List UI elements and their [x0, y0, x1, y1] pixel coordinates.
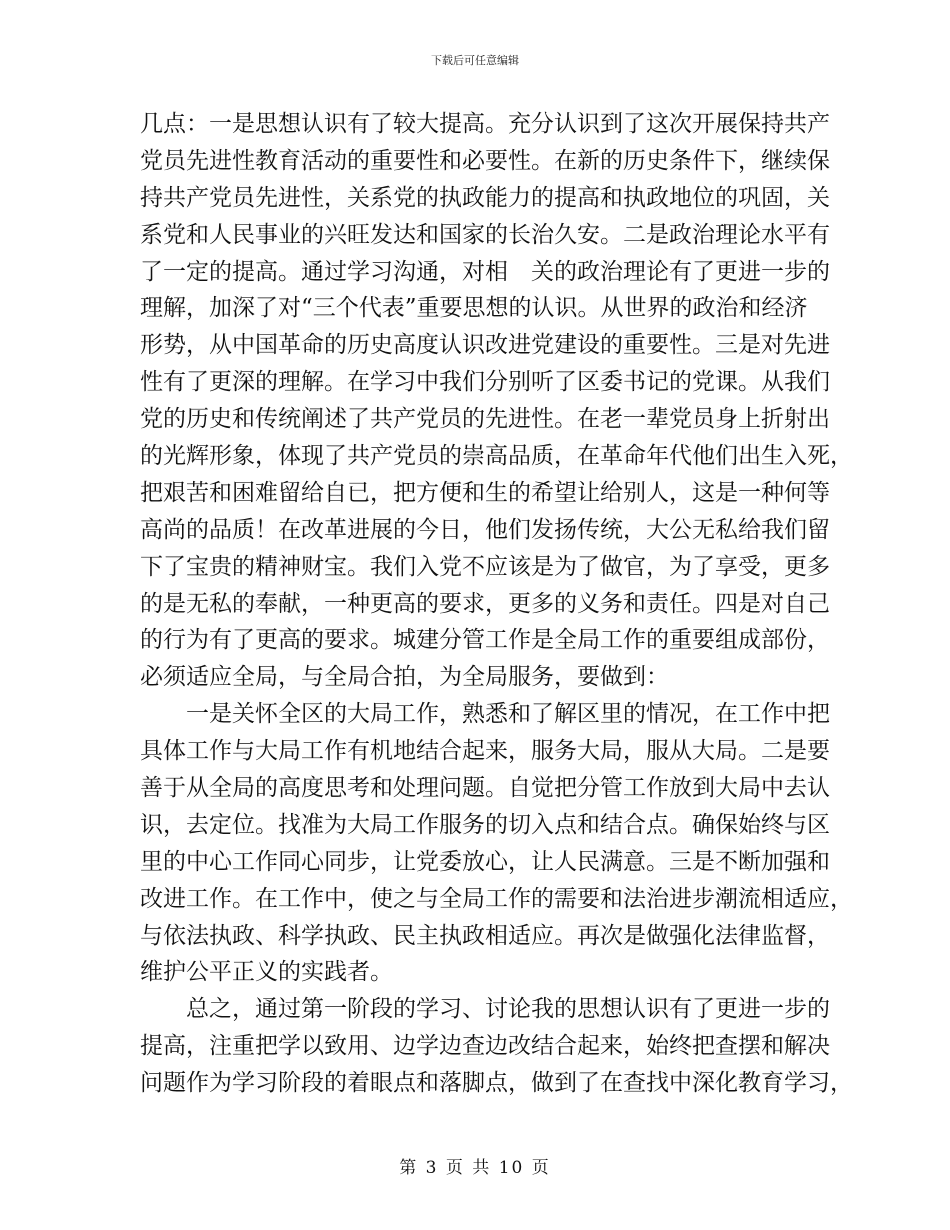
text-line: 改进工作。在工作中，使之与全局工作的需要和法治进步潮流相适应，: [140, 885, 853, 912]
page-footer: 第 3 页 共 10 页: [399, 1158, 551, 1178]
text-line: 理解，加深了对“三个代表”重要思想的认识。从世界的政治和经济: [140, 295, 808, 322]
text-line: 系党和人民事业的兴旺发达和国家的长治久安。二是政治理论水平有: [140, 221, 830, 248]
text-line: 了一定的提高。通过学习沟通，对相 关的政治理论有了更进一步的: [140, 258, 830, 285]
text-line: 形势，从中国革命的历史高度认识改进党建设的重要性。三是对先进: [140, 332, 830, 359]
paragraph-start-line: 总之，通过第一阶段的学习、讨论我的思想认识有了更进一步的: [186, 996, 830, 1023]
text-line: 具体工作与大局工作有机地结合起来，服务大局，服从大局。二是要: [140, 738, 830, 765]
text-line: 善于从全局的高度思考和处理问题。自觉把分管工作放到大局中去认: [140, 775, 830, 802]
text-line: 的光辉形象，体现了共产党员的崇高品质，在革命年代他们出生入死，: [140, 443, 853, 470]
text-line: 与依法执政、科学执政、民主执政相适应。再次是做强化法律监督，: [140, 922, 830, 949]
text-line: 党的历史和传统阐述了共产党员的先进性。在老一辈党员身上折射出: [140, 406, 830, 433]
text-line: 的行为有了更高的要求。城建分管工作是全局工作的重要组成部份，: [140, 627, 830, 654]
text-line: 维护公平正义的实践者。: [140, 959, 393, 986]
text-line: 的是无私的奉献，一种更高的要求，更多的义务和责任。四是对自己: [140, 590, 830, 617]
text-line: 高尚的品质！在改革进展的今日，他们发扬传统，大公无私给我们留: [140, 516, 830, 543]
text-line: 问题作为学习阶段的着眼点和落脚点，做到了在查找中深化教育学习，: [140, 1070, 853, 1097]
text-line: 持共产党员先进性，关系党的执政能力的提高和执政地位的巩固，关: [140, 184, 830, 211]
text-line: 党员先进性教育活动的重要性和必要性。在新的历史条件下，继续保: [140, 147, 830, 174]
text-line: 几点：一是思想认识有了较大提高。充分认识到了这次开展保持共产: [140, 111, 830, 137]
body-text: [140, 106, 853, 1102]
text-line: 识，去定位。找准为大局工作服务的切入点和结合点。确保始终与区: [140, 811, 830, 838]
text-line: 性有了更深的理解。在学习中我们分别听了区委书记的党课。从我们: [140, 369, 830, 396]
text-line: 提高，注重把学以致用、边学边查边改结合起来，始终把查摆和解决: [140, 1033, 830, 1060]
text-line: 里的中心工作同心同步，让党委放心，让人民满意。三是不断加强和: [140, 848, 830, 875]
text-line: 必须适应全局，与全局合拍，为全局服务，要做到：: [140, 664, 669, 691]
page-header: 下载后可任意编辑: [431, 54, 519, 67]
text-line: 下了宝贵的精神财宝。我们入党不应该是为了做官，为了享受，更多: [140, 553, 830, 580]
text-line: 把艰苦和困难留给自已，把方便和生的希望让给别人，这是一种何等: [140, 479, 830, 506]
paragraph-start-line: 一是关怀全区的大局工作，熟悉和了解区里的情况，在工作中把: [186, 701, 830, 728]
